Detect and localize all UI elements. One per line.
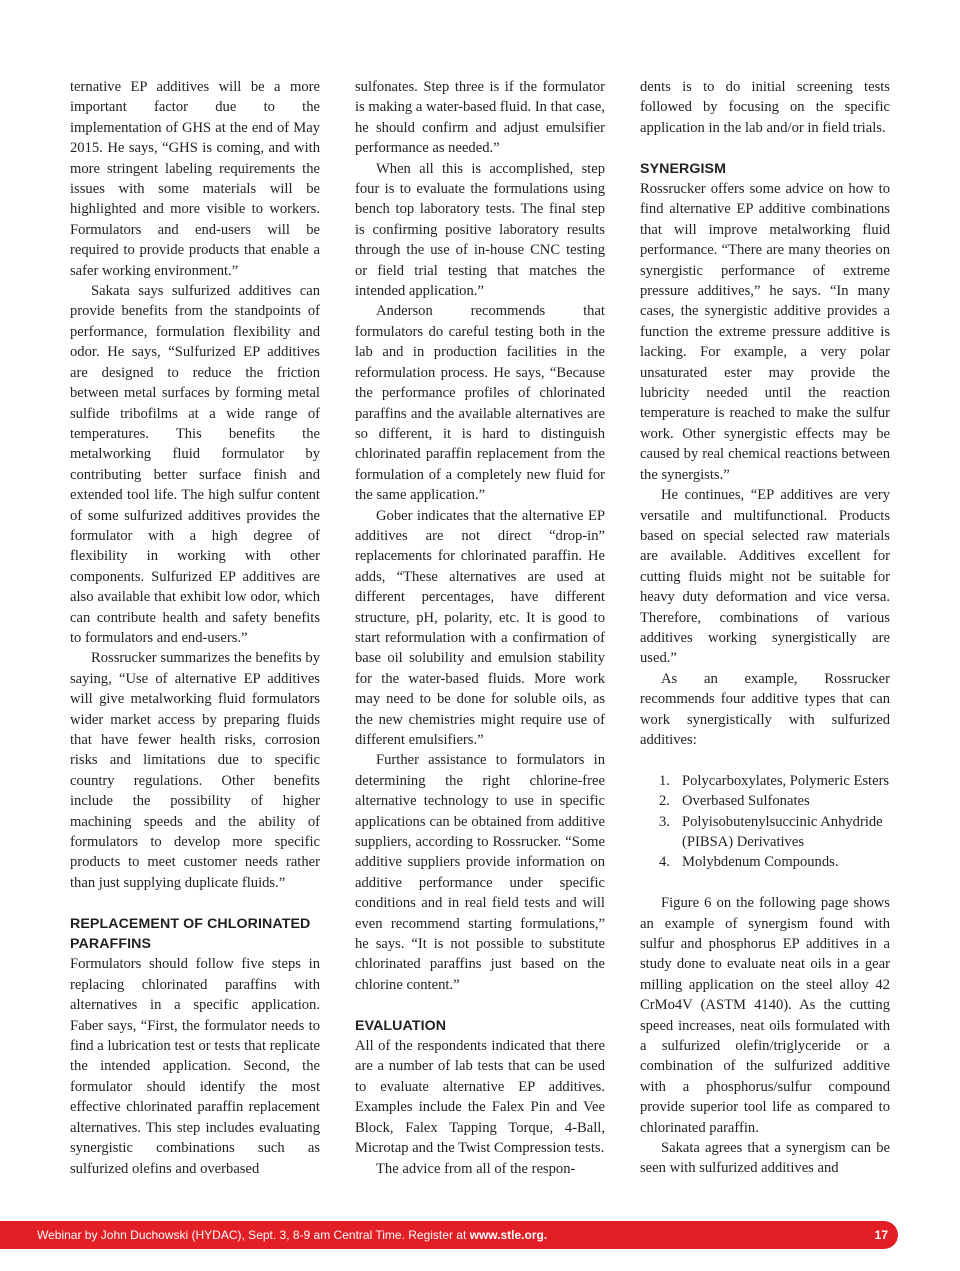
paragraph: As an example, Rossrucker recommends four additive types that can work synergistically with sulfurized additives: [640, 670, 890, 748]
footer-link[interactable]: www.stle.org. [469, 1228, 548, 1242]
list-item-text: Molybdenum Compounds. [682, 854, 839, 871]
paragraph: Further assistance to formulators in determining the right chlorine-free alternative technology to use in specific applications can be obtained from additive suppliers, according to Rossrucker. “Some additive suppliers provide information on additive performance under specific conditions and in real field tests and will even recommend starting formulations,” he says. “It is not possible to substitute chlorinated paraffins just based on the chlorine content.” [355, 752, 605, 993]
column-2 [355, 77, 605, 1179]
spacer [640, 873, 890, 893]
spacer [640, 138, 890, 158]
list-item-text: Polycarboxylates, Polymeric Esters [682, 772, 890, 789]
list-item [640, 791, 890, 811]
list-item-text: Overbased Sulfonates [682, 793, 810, 810]
footer-webinar-text [37, 1221, 547, 1249]
paragraph: Sakata says sulfurized additives can provide benefits from the standpoints of performance, formulation flexibility and odor. He says, “Sulfurized EP additives are designed to reduce the friction between metal surfaces by forming metal sulfide tribofilms at a wide range of temperatures. This benefits the metalworking fluid formulator by contributing better surface finish and extended tool life. The high sulfur content of some sulfurized additives provides the formulator with a high degree of flexibility in working with other components. Sulfurized EP additives are also available that exhibit low odor, which can contribute health and safety benefits to formulators and end-users.” [70, 283, 320, 646]
additive-list [640, 771, 890, 873]
paragraph: sulfonates. Step three is if the formulator is making a water-based fluid. In that case, he should confirm and adjust emulsifier performance as needed.” [355, 79, 605, 157]
list-number: 2. [659, 793, 670, 810]
paragraph: Anderson recommends that formulators do careful testing both in the lab and in production facilities in the reformulation process. He says, “Because the performance profiles of chlorinated paraffins and the available alternatives are so different, it is hard to distinguish chlorinated paraffin replacement from the formulation of a completely new fluid for the same application.” [355, 303, 605, 504]
paragraph: Rossrucker summarizes the benefits by saying, “Use of alternative EP additives will give metalworking fluid formulators wider market access by preparing fluids that have fewer health risks, corrosion risks and limitations due to specific country regulations. Other benefits include the possibility of higher machining speeds and the ability of formulators to develop more specific products to meet customer needs rather than just supplying duplicate fluids.” [70, 650, 320, 891]
list-item [640, 771, 890, 791]
list-item-text: Polyisobutenylsuccinic Anhydride (PIBSA) Derivatives [682, 813, 883, 850]
list-number: 1. [659, 772, 670, 789]
list-number: 3. [659, 813, 670, 830]
list-item [640, 852, 890, 872]
paragraph: The advice from all of the respon- [376, 1160, 576, 1177]
spacer [70, 893, 320, 913]
section-heading-synergism: SYNERGISM [640, 160, 727, 177]
paragraph: All of the respondents indicated that there are a number of lab tests that can be used to evaluate alternative EP additives. Examples include the Falex Pin and Vee Block, Falex Tapping Torque, 4-Ball, Microtap and the Twist Compression tests. [355, 1038, 605, 1157]
section-heading-evaluation: EVALUATION [355, 1017, 447, 1034]
column-3 [640, 77, 890, 1179]
list-item [640, 812, 890, 853]
footer-text: Webinar by John Duchowski (HYDAC), Sept. 3, 8-9 am Central Time. Register at [37, 1228, 470, 1242]
paragraph: Sakata agrees that a synergism can be seen with sulfurized additives and [640, 1140, 890, 1177]
column-1 [70, 77, 320, 1179]
paragraph: Figure 6 on the following page shows an example of synergism found with sulfur and phosphorus EP additives in a study done to evaluate neat oils in a gear milling application on the steel alloy 42 CrMo4V (ASTM 4140). As the cutting speed increases, neat oils formulated with a sulfurized olefin/triglyceride or a combination of the sulfurized additive with a phosphorus/sulfur compound provide superior tool life as compared to chlorinated paraffin. [640, 895, 890, 1136]
paragraph: Rossrucker offers some advice on how to find alternative EP additive combinations that will improve metalworking fluid performance. “There are many theories on synergistic performance of extreme pressure additives,” he says. “In many cases, the synergistic additive provides a function the extreme pressure additive is lacking. For example, a very polar unsaturated ester may provide the lubricity needed until the reaction temperature is reached to make the sulfur work. Other synergistic effects may be caused by real chemical reactions between the synergists.” [640, 181, 890, 483]
spacer [640, 750, 890, 770]
paragraph: Gober indicates that the alternative EP additives are not direct “drop-in” replacements for chlorinated paraffin. He adds, “These alternatives are used at different percentages, have different structure, pH, polarity, etc. It is good to start reformulation with a confirmation of base oil solubility and emulsion stability for the water-based fluids. More work may need to be done for soluble oils, as the new chemistries might require use of different emulsifiers.” [355, 507, 605, 748]
page-number: 17 [874, 1228, 888, 1242]
paragraph: dents is to do initial screening tests followed by focusing on the specific application in the lab and/or in field trials. [640, 79, 890, 136]
list-number: 4. [659, 854, 670, 871]
paragraph: ternative EP additives will be a more important factor due to the implementation of GHS at the end of May 2015. He says, “GHS is coming, and with more stringent labeling requirements the issues with some materials will be highlighted and more visible to workers. Formulators and end-users will be required to provide products that enable a safer working environment.” [70, 79, 320, 279]
spacer [355, 995, 605, 1015]
section-heading-replacement: REPLACEMENT OF CHLORINATED PARAFFINS [70, 915, 311, 953]
footer-banner [0, 1221, 898, 1249]
paragraph: Formulators should follow five steps in replacing chlorinated paraffins with alternatives in a specific application. Faber says, “First, the formulator needs to find a lubrication test or tests that replicate the intended application. Second, the formulator should identify the most effective chlorinated paraffin replacement alternatives. This step includes evaluating synergistic combinations such as sulfurized olefins and overbased [70, 956, 320, 1177]
paragraph: He continues, “EP additives are very versatile and multifunctional. Products based on special selected raw materials are available. Additives excellent for cutting fluids might not be suitable for heavy duty deformation and vice versa. Therefore, combinations of various additives working synergistically are used.” [640, 487, 890, 667]
paragraph: When all this is accomplished, step four is to evaluate the formulations using bench top laboratory tests. The final step is confirming positive laboratory results through the use of in-house CNC testing or field trial testing that matches the intended application.” [355, 160, 605, 300]
